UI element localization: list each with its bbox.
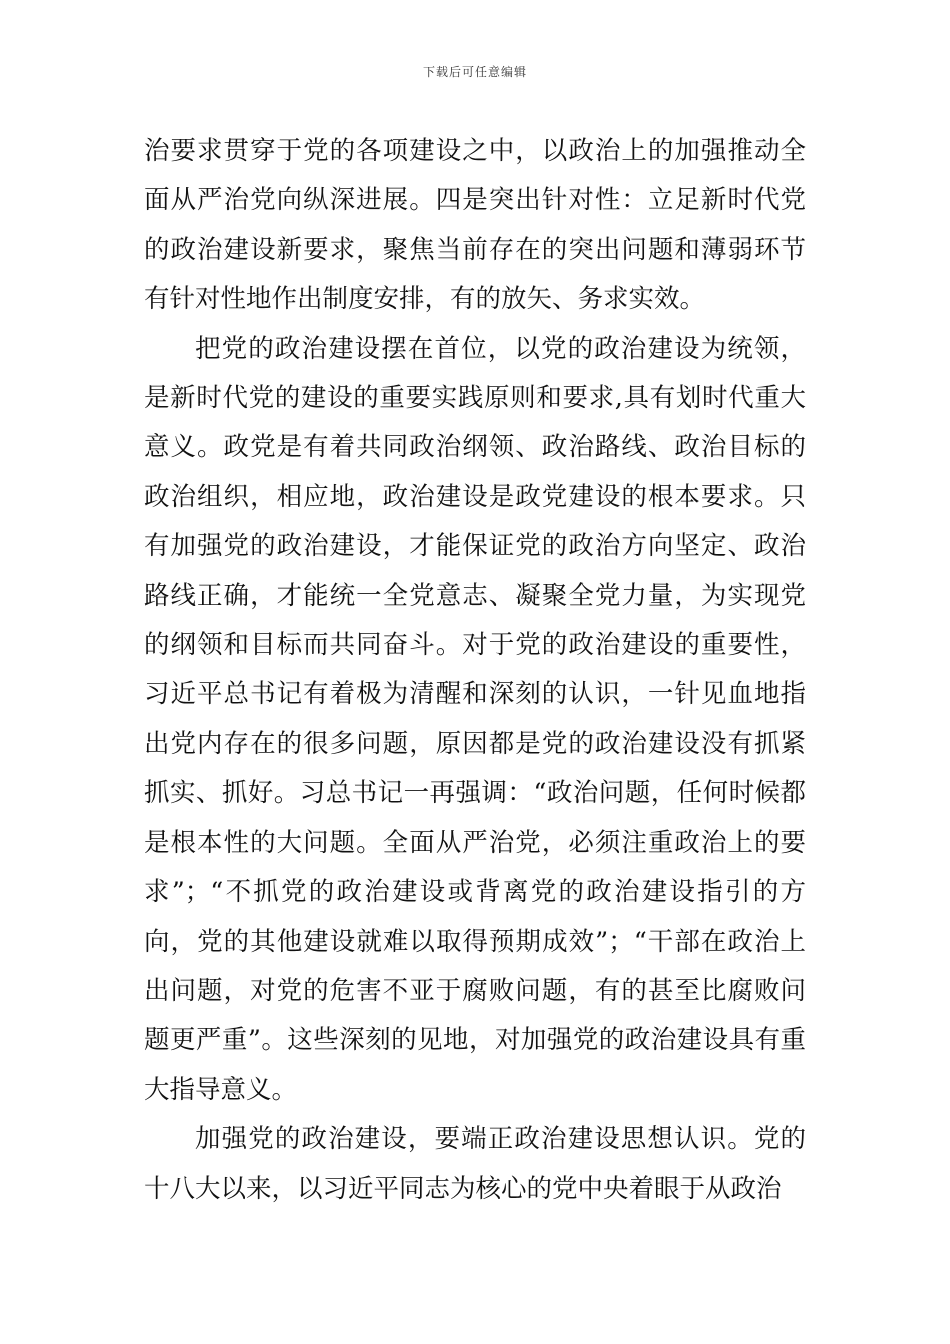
paragraph-continuation: 治要求贯穿于党的各项建设之中，以政治上的加强推动全面从严治党向纵深进展。四是突出针对性：立足新时代党的政治建设新要求，聚焦当前存在的突出问题和薄弱环节有针对性地作出制度安排，有的放矢、务求实效。 <box>144 136 806 315</box>
paragraph-ideological-understanding: 加强党的政治建设，要端正政治建设思想认识。党的十八大以来，以习近平同志为核心的党中央着眼于从政治 <box>144 1124 806 1204</box>
document-body <box>144 127 806 1214</box>
paragraph-political-construction-significance: 把党的政治建设摆在首位，以党的政治建设为统领，是新时代党的建设的重要实践原则和要求,具有划时代重大意义。政党是有着共同政治纲领、政治路线、政治目标的政治组织，相应地，政治建设是政党建设的根本要求。只有加强党的政治建设，才能保证党的政治方向坚定、政治路线正确，才能统一全党意志、凝聚全党力量，为实现党的纲领和目标而共同奋斗。对于党的政治建设的重要性，习近平总书记有着极为清醒和深刻的认识，一针见血地指出党内存在的很多问题，原因都是党的政治建设没有抓紧抓实、抓好。习总书记一再强调：“政治问题，任何时候都是根本性的大问题。全面从严治党，必须注重政治上的要求”；“不抓党的政治建设或背离党的政治建设指引的方向，党的其他建设就难以取得预期成效”；“干部在政治上出问题，对党的危害不亚于腐败问题，有的甚至比腐败问题更严重”。这些深刻的见地，对加强党的政治建设具有重大指导意义。 <box>144 333 806 1105</box>
page-header: 下载后可任意编辑 <box>422 65 527 79</box>
